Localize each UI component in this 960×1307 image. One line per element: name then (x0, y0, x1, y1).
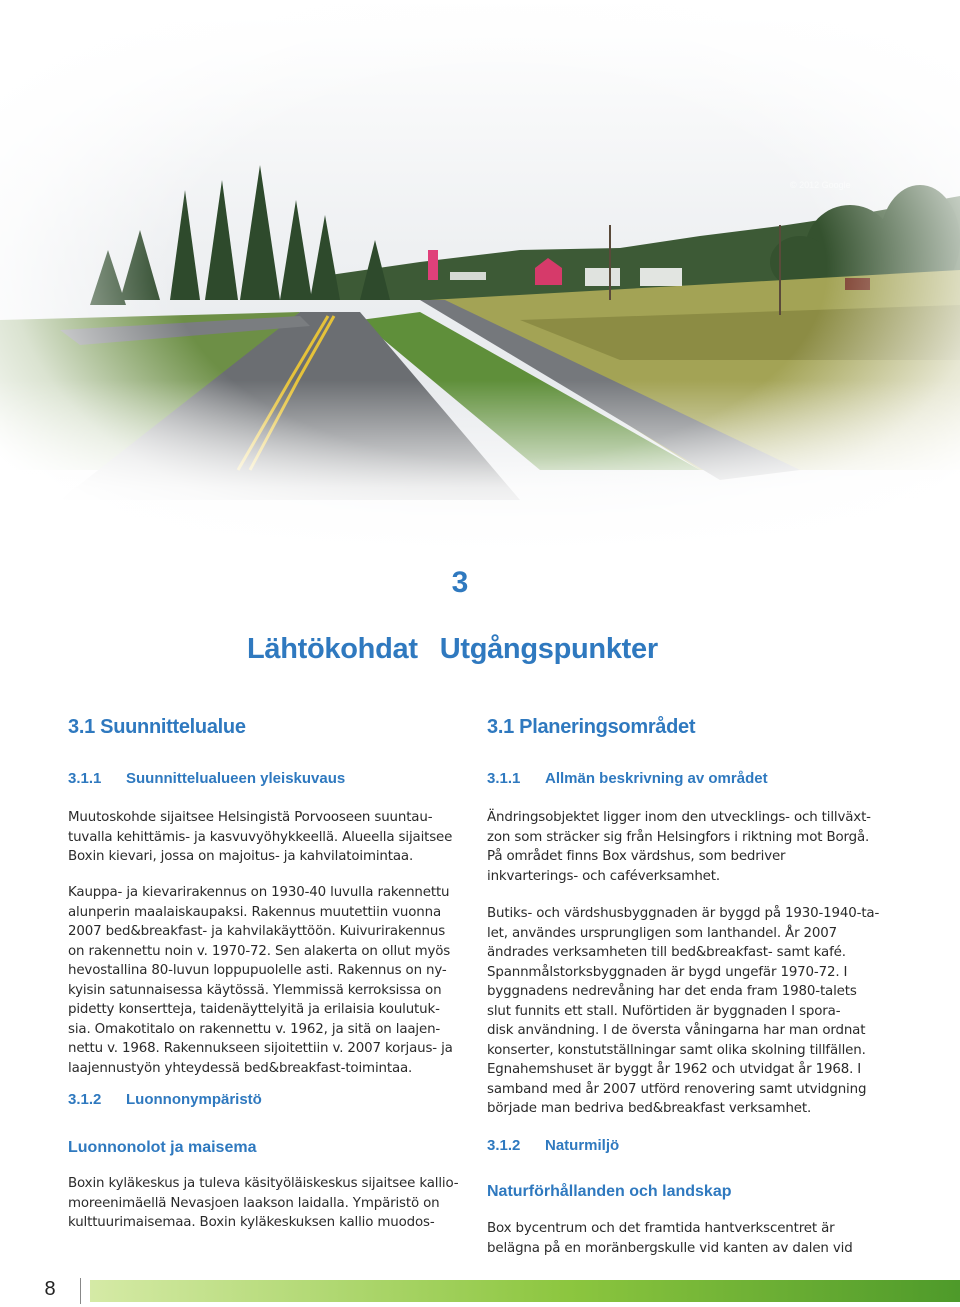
subsection-heading-fi-1 (68, 769, 345, 789)
subsection-title: Naturmiljö (545, 1137, 620, 1154)
subheading-sv: Naturförhållanden och landskap (487, 1183, 732, 1200)
page-number: 8 (44, 1278, 56, 1300)
footer-divider (80, 1278, 81, 1304)
landscape-photo (0, 0, 960, 560)
footer-color-bar (90, 1280, 960, 1302)
text-line: Kauppa- ja kievarirakennus on 1930-40 luvulla rakennettu (68, 885, 450, 900)
text-line: moreenimäellä Nevasjoen laakson laidalla. Ympäristö on (68, 1195, 440, 1211)
text-line: samband med år 2007 utförd renovering samt utvidgning (487, 1081, 867, 1097)
text-line: alunperin maalaiskaupaksi. Rakennus muutettiin vuonna (68, 904, 442, 920)
text-line: kulttuurimaisemaa. Boxin kyläkeskuksen kallio muodos- (68, 1215, 435, 1230)
text-line: belägna på en moränbergskulle vid kanten av dalen vid (487, 1240, 853, 1256)
text-line: pidetty konsertteja, taidenäyttelyitä ja erilaisia koulutuk- (68, 1002, 440, 1017)
text-line: nettu v. 1968. Rakennukseen sijoitettiin v. 2007 korjaus- ja (68, 1041, 453, 1056)
text-line: zon som sträcker sig från Helsingfors i riktning mot Borgå. (487, 829, 870, 845)
text-line: Muutoskohde sijaitsee Helsingistä Porvooseen suuntau- (68, 810, 433, 825)
paragraph-sv-2 (487, 904, 887, 1119)
subsection-heading-sv-2 (487, 1136, 619, 1156)
paragraph-fi-2 (68, 883, 468, 1078)
text-line: Butiks- och värdshusbyggnaden är byggd på 1930-1940-ta- (487, 906, 880, 921)
paragraph-sv-3 (487, 1219, 887, 1258)
section-heading-fi: 3.1 Suunnittelualue (68, 716, 246, 738)
text-line: ändrades verksamheten till bed&breakfast- samt kafé. (487, 945, 846, 960)
text-line: Ändringsobjektet ligger inom den utvecklings- och tillväxt- (487, 810, 871, 825)
text-line: Boxin kyläkeskus ja tuleva käsityöläiskeskus sijaitsee kallio- (68, 1176, 459, 1191)
text-line: 2007 bed&breakfast- ja kahvilakäyttöön. Kuivurirakennus (68, 924, 446, 939)
text-line: började man bedriva bed&breakfast verksamhet. (487, 1101, 812, 1116)
text-line: inkvarterings- och caféverksamhet. (487, 868, 720, 884)
subsection-number: 3.1.1 (487, 770, 521, 787)
right-column (487, 712, 897, 1256)
text-line: let, användes ursprungligen som lanthandel. År 2007 (487, 925, 838, 941)
text-line: konserter, konstutställningar samt olika skolning tillfällen. (487, 1042, 866, 1058)
section-heading-sv: 3.1 Planeringsområdet (487, 716, 696, 738)
subsection-heading-sv-1 (487, 769, 768, 789)
paragraph-fi-3 (68, 1174, 468, 1233)
chapter-title (247, 633, 847, 666)
text-line: Box bycentrum och det framtida hantverkscentret är (487, 1221, 835, 1236)
text-line: kyisin satunnaisessa käytössä. Ylemmissä kerroksissa on (68, 982, 442, 998)
text-line: Spannmålstorksbyggnaden är bygd ungefär 1970-72. I (487, 964, 848, 980)
text-line: hevostallina 80-luvun loppupuolelle asti. Rakennus on ny- (68, 963, 447, 978)
text-line: På området finns Box värdshus, som bedriver (487, 849, 786, 864)
subsection-title: Luonnonympäristö (126, 1091, 262, 1108)
subsection-title: Suunnittelualueen yleiskuvaus (126, 770, 346, 787)
chapter-title-sv: Utgångspunkter (439, 633, 658, 665)
paragraph-fi-1 (68, 808, 468, 867)
text-line: tuvalla kehittämis- ja kasvuvyöhykkeellä. Alueella sijaitsee (68, 829, 453, 845)
chapter-number: 3 (451, 566, 469, 599)
subsection-title: Allmän beskrivning av området (545, 770, 768, 787)
paragraph-sv-1 (487, 808, 887, 886)
text-line: disk användning. I de översta våningarna har man ordnat (487, 1023, 866, 1038)
photo-watermark: © 2012 Google (790, 180, 851, 190)
subsection-number: 3.1.2 (68, 1091, 102, 1108)
text-line: Egnahemshuset är byggt år 1962 och utvidgat år 1968. I (487, 1062, 862, 1077)
chapter-title-fi: Lähtökohdat (247, 633, 418, 665)
subheading-fi: Luonnonolot ja maisema (68, 1139, 257, 1156)
text-line: laajennustyön yhteydessä bed&breakfast-toimintaa. (68, 1060, 413, 1076)
subsection-heading-fi-2 (68, 1090, 262, 1110)
left-column (68, 712, 478, 1230)
text-line: slut funnits ett stall. Nuförtiden är byggnaden I spora- (487, 1003, 841, 1019)
text-line: Boxin kievari, jossa on majoitus- ja kahvilatoimintaa. (68, 849, 414, 864)
text-line: sia. Omakotitalo on rakennettu v. 1962, ja sitä on laajen- (68, 1021, 441, 1037)
text-line: byggnadens nedrevåning har det enda fram 1980-talets (487, 984, 857, 999)
subsection-number: 3.1.2 (487, 1137, 521, 1154)
subsection-number: 3.1.1 (68, 770, 102, 787)
text-line: on rakennettu noin v. 1970-72. Sen alakerta on ollut myös (68, 943, 451, 959)
